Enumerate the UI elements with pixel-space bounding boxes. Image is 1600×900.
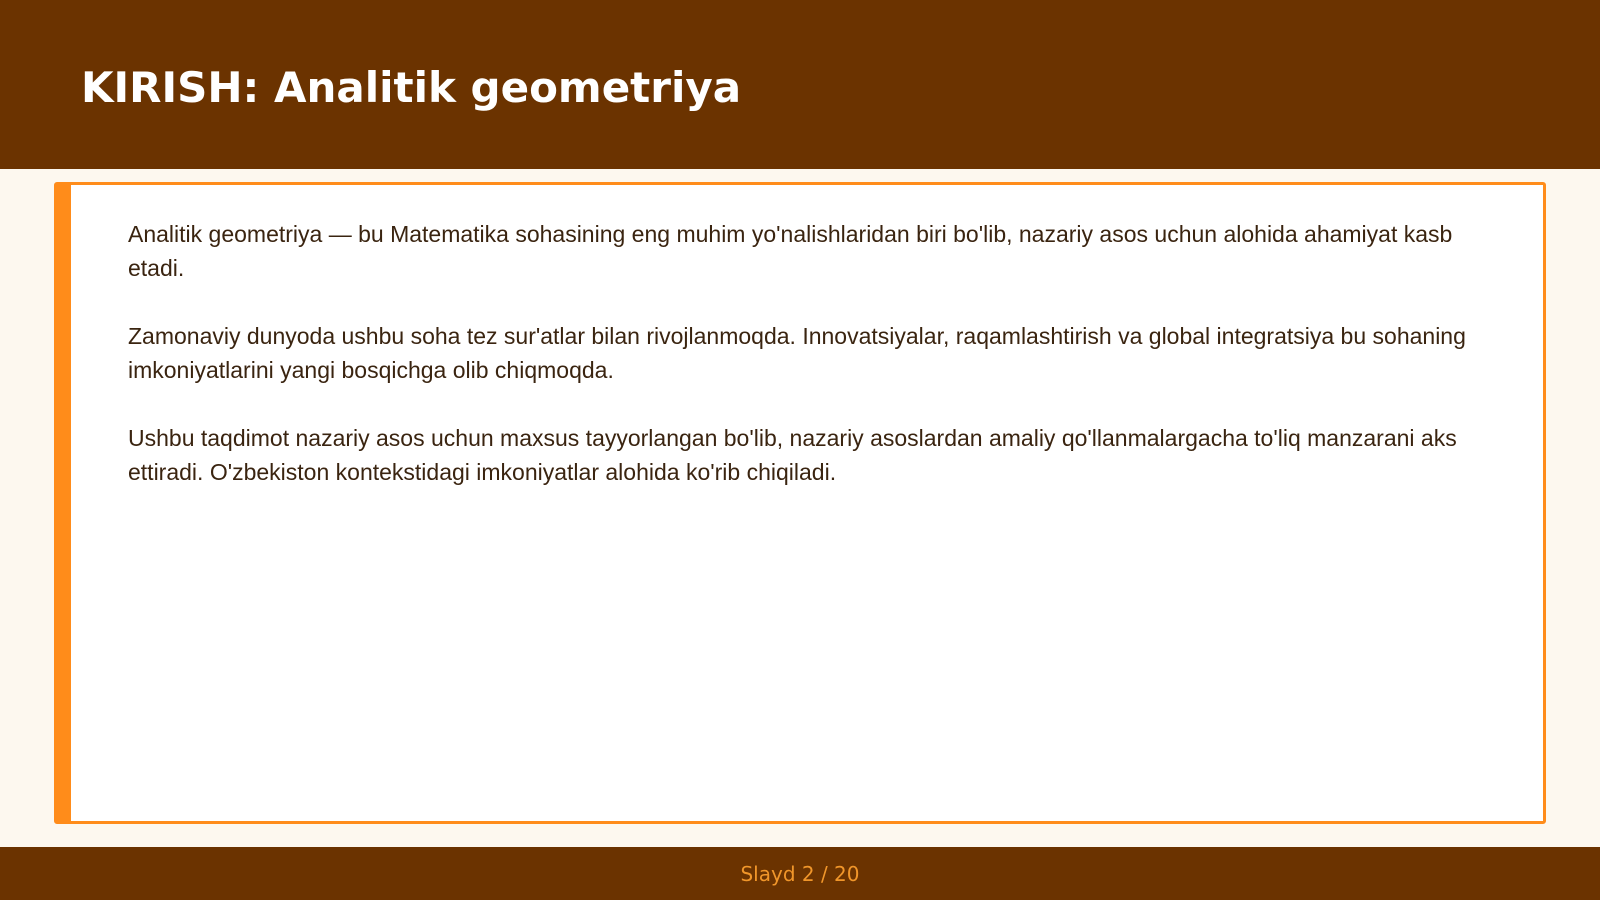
content-text xyxy=(128,217,1508,523)
slide-title: KIRISH: Analitik geometriya xyxy=(81,63,742,112)
slide-number: Slayd 2 / 20 xyxy=(740,861,860,886)
slide-header xyxy=(0,0,1600,169)
paragraph-2: Zamonaviy dunyoda ushbu soha tez sur'atlar bilan rivojlanmoqda. Innovatsiyalar, raqamlashtirish va global integratsiya bu sohaning imkoniyatlarini yangi bosqichga olib chiqmoqda. xyxy=(128,323,1466,383)
paragraph-1: Analitik geometriya — bu Matematika sohasining eng muhim yo'nalishlaridan biri bo'lib, nazariy asos uchun alohida ahamiyat kasb etadi. xyxy=(128,221,1453,281)
paragraph-3: Ushbu taqdimot nazariy asos uchun maxsus tayyorlangan bo'lib, nazariy asoslardan amaliy qo'llanmalargacha to'liq manzarani aks ettiradi. O'zbekiston kontekstidagi imkoniyatlar alohida ko'rib chiqiladi. xyxy=(128,425,1457,485)
content-box xyxy=(54,182,1546,824)
slide-footer xyxy=(0,847,1600,900)
